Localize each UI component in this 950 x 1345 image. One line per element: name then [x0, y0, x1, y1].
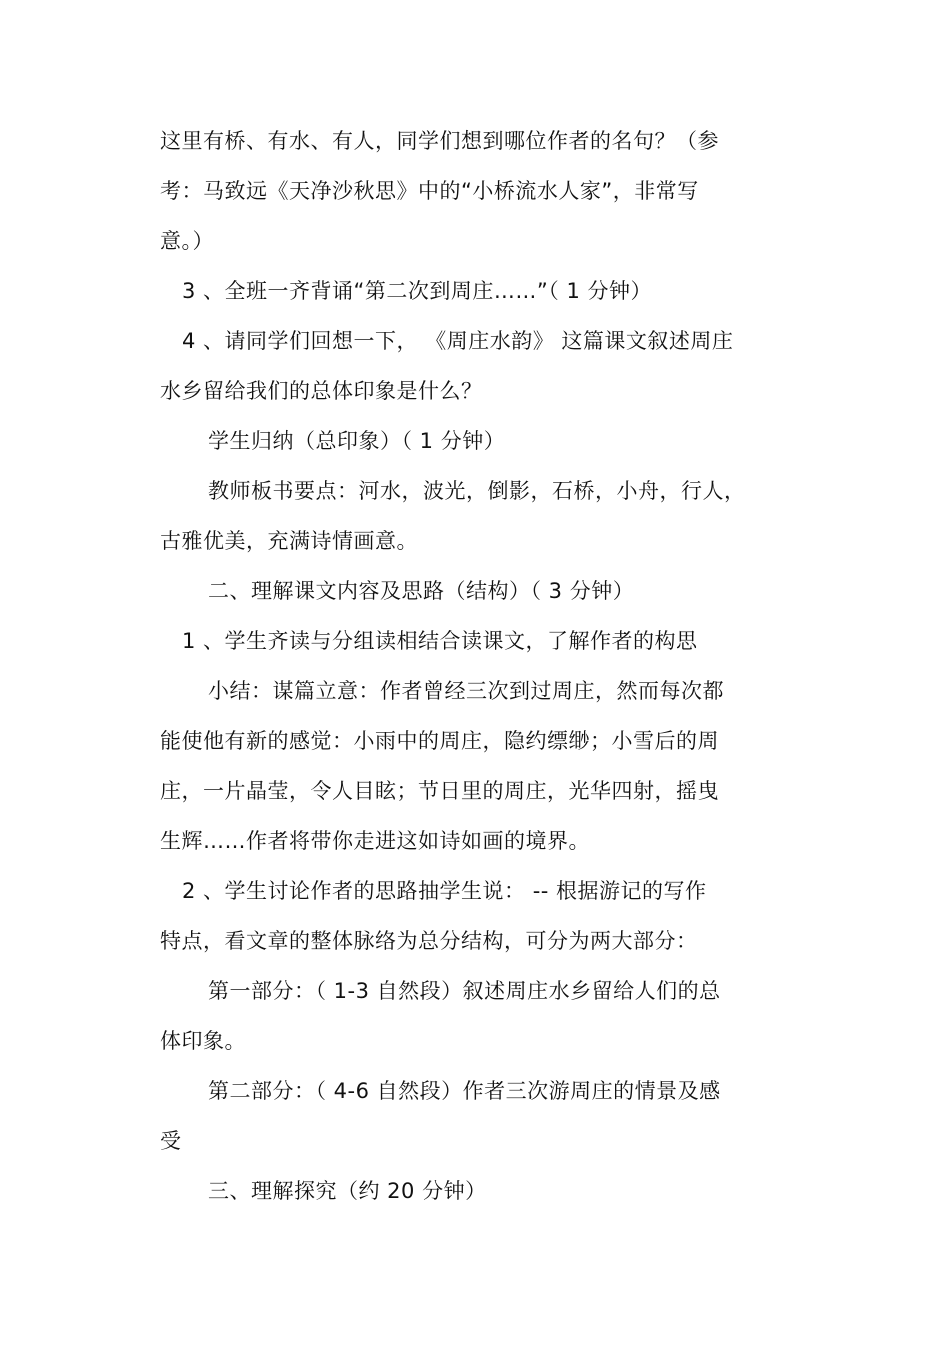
text-line: 水乡留给我们的总体印象是什么？	[160, 379, 483, 403]
text-line: 特点，看文章的整体脉络为总分结构，可分为两大部分：	[160, 929, 698, 953]
text-line: 这里有桥、有水、有人，同学们想到哪位作者的名句？（参	[160, 129, 719, 153]
text-line: 小结：谋篇立意：作者曾经三次到过周庄，然而每次都	[208, 679, 724, 703]
text-line: 庄，一片晶莹，令人目眩；节日里的周庄，光华四射，摇曳	[160, 779, 719, 803]
section-heading: 二、理解课文内容及思路（结构）（ 3 分钟）	[208, 579, 635, 603]
text-line: 受	[160, 1129, 182, 1153]
text-line: 第一部分：（ 1-3 自然段）叙述周庄水乡留给人们的总	[208, 979, 721, 1003]
text-line: 能使他有新的感觉：小雨中的周庄，隐约缥缈；小雪后的周	[160, 729, 719, 753]
text-line: 3 、全班一齐背诵“第二次到周庄……”（ 1 分钟）	[182, 279, 653, 303]
text-line: 体印象。	[160, 1029, 246, 1053]
text-line: 4 、请同学们回想一下， 《周庄水韵》 这篇课文叙述周庄	[182, 329, 734, 353]
text-line: 2 、学生讨论作者的思路抽学生说： -- 根据游记的写作	[182, 879, 707, 903]
text-line: 考：马致远《天净沙秋思》中的“小桥流水人家”，非常写	[160, 179, 699, 203]
text-line: 意。）	[160, 229, 214, 253]
text-line: 教师板书要点：河水，波光，倒影，石桥，小舟，行人，	[208, 479, 746, 503]
section-heading: 三、理解探究（约 20 分钟）	[208, 1179, 487, 1203]
text-line: 第二部分：（ 4-6 自然段）作者三次游周庄的情景及感	[208, 1079, 721, 1103]
text-line: 1 、学生齐读与分组读相结合读课文，了解作者的构思	[182, 629, 698, 653]
text-line: 学生归纳（总印象）（ 1 分钟）	[208, 429, 506, 453]
text-line: 古雅优美，充满诗情画意。	[160, 529, 418, 553]
text-line: 生辉……作者将带你走进这如诗如画的境界。	[160, 829, 590, 853]
